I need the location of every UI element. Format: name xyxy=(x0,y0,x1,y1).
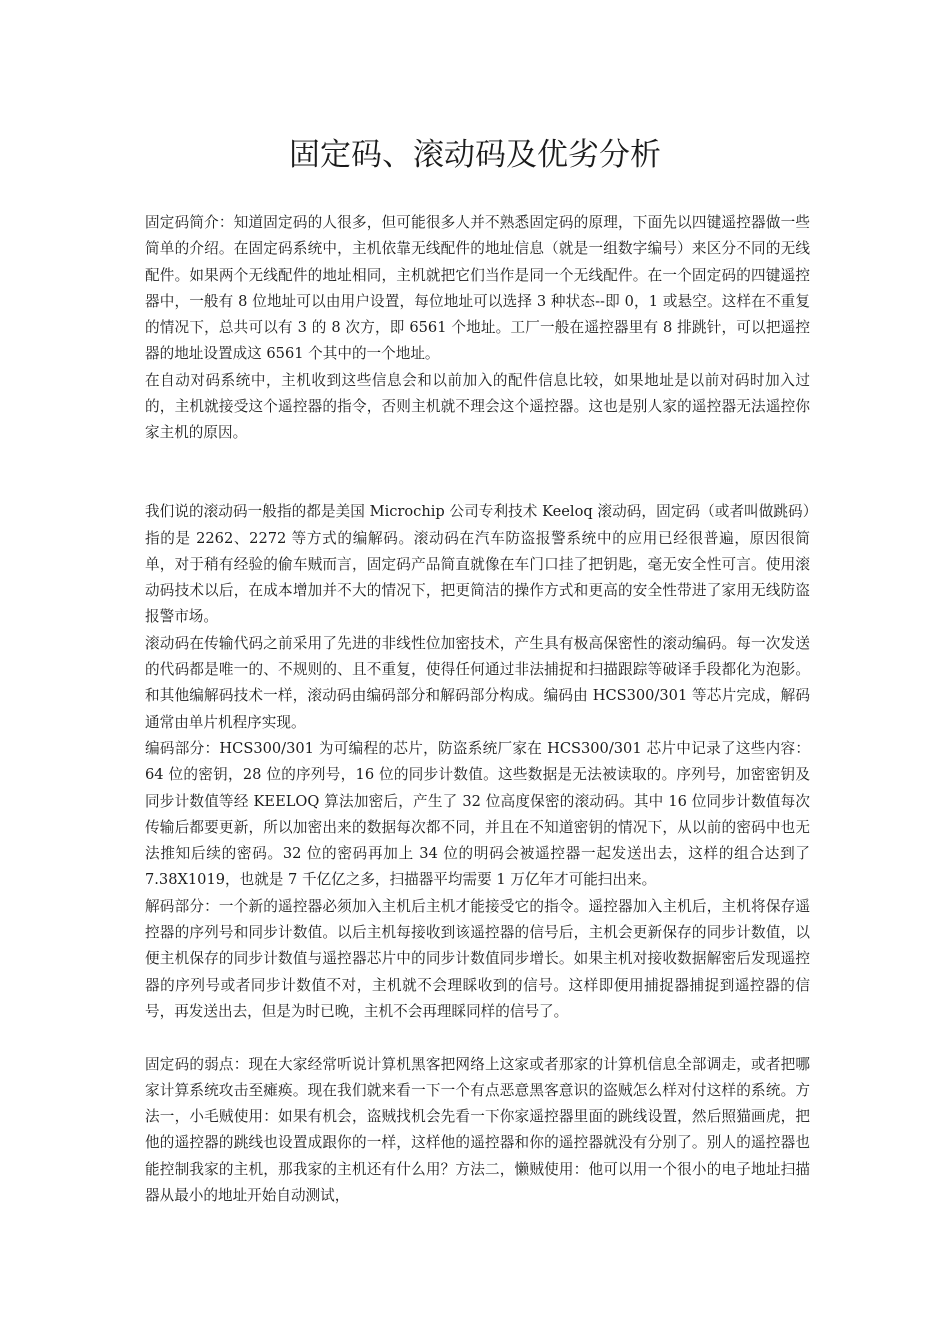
paragraph-encoding-part: 编码部分：HCS300/301 为可编程的芯片，防盗系统厂家在 HCS300/301 芯片中记录了这些内容：64 位的密钥，28 位的序列号，16 位的同步计数值。这些数据是无法被读取的。序列号，加密密钥及同步计数值等经 KEELOQ 算法加密后，产生了 32 位高度保密的滚动码。其中 16 位同步计数值每次传输后都要更新，所以加密出来的数据每次都不同，并且在不知道密钥的情况下，从以前的密码中也无法推知后续的密码。32 位的密码再加上 34 位的明码会被遥控器一起发送出去，这样的组合达到了 7.38X1019，也就是 7 千亿亿之多，扫描器平均需要 1 万亿年才可能扫出来。 xyxy=(145,739,810,889)
page-title: 固定码、滚动码及优劣分析 xyxy=(289,137,661,173)
paragraph-fixed-code-weakness: 固定码的弱点：现在大家经常听说计算机黑客把网络上这家或者那家的计算机信息全部调走，或者把哪家计算系统攻击至瘫痪。现在我们就来看一下一个有点恶意黑客意识的盗贼怎么样对付这样的系统。方法一，小毛贼使用：如果有机会，盗贼找机会先看一下你家遥控器里面的跳线设置，然后照猫画虎，把他的遥控器的跳线也设置成跟你的一样，这样他的遥控器和你的遥控器就没有分别了。别人的遥控器也能控制我家的主机，那我家的主机还有什么用？方法二，懒贼使用：他可以用一个很小的电子地址扫描器从最小的地址开始自动测试， xyxy=(145,1055,810,1204)
paragraph-spacer xyxy=(145,1025,810,1051)
document-body xyxy=(145,210,810,1209)
paragraph-fixed-code-intro: 固定码简介：知道固定码的人很多，但可能很多人并不熟悉固定码的原理，下面先以四键遥控器做一些简单的介绍。在固定码系统中，主机依靠无线配件的地址信息（就是一组数字编号）来区分不同的无线配件。如果两个无线配件的地址相同，主机就把它们当作是同一个无线配件。在一个固定码的四键遥控器中，一般有 8 位地址可以由用户设置，每位地址可以选择 3 种状态--即 0，1 或悬空。这样在不重复的情况下，总共可以有 3 的 8 次方，即 6561 个地址。工厂一般在遥控器里有 8 排跳针，可以把遥控器的地址设置成这 6561 个其中的一个地址。 xyxy=(145,214,810,363)
paragraph-rolling-code-encryption: 滚动码在传输代码之前采用了先进的非线性位加密技术，产生具有极高保密性的滚动编码。每一次发送的代码都是唯一的、不规则的、且不重复，使得任何通过非法捕捉和扫描跟踪等破译手段都化为泡影。和其他编解码技术一样，滚动码由编码部分和解码部分构成。编码由 HCS300/301 等芯片完成，解码通常由单片机程序实现。 xyxy=(145,634,810,731)
paragraph-decoding-part: 解码部分：一个新的遥控器必须加入主机后主机才能接受它的指令。遥控器加入主机后，主机将保存遥控器的序列号和同步计数值。以后主机每接收到该遥控器的信号后，主机会更新保存的同步计数值，以便主机保存的同步计数值与遥控器芯片中的同步计数值同步增长。如果主机对接收数据解密后发现遥控器的序列号或者同步计数值不对，主机就不会理睬收到的信号。这样即便用捕捉器捕捉到遥控器的信号，再发送出去，但是为时已晚，主机不会再理睬同样的信号了。 xyxy=(145,897,810,1020)
paragraph-spacer xyxy=(145,447,810,500)
paragraph-rolling-code-intro: 我们说的滚动码一般指的都是美国 Microchip 公司专利技术 Keeloq 滚动码，固定码（或者叫做跳码）指的是 2262、2272 等方式的编解码。滚动码在汽车防盗报警系统中的应用已经很普遍，原因很简单，对于稍有经验的偷车贼而言，固定码产品简直就像在车门口挂了把钥匙，毫无安全性可言。使用滚动码技术以后，在成本增加并不大的情况下，把更简洁的操作方式和更高的安全性带进了家用无线防盗报警市场。 xyxy=(145,503,810,626)
paragraph-auto-pairing: 在自动对码系统中，主机收到这些信息会和以前加入的配件信息比较，如果地址是以前对码时加入过的，主机就接受这个遥控器的指令，否则主机就不理会这个遥控器。这也是别人家的遥控器无法遥控你家主机的原因。 xyxy=(145,371,810,442)
